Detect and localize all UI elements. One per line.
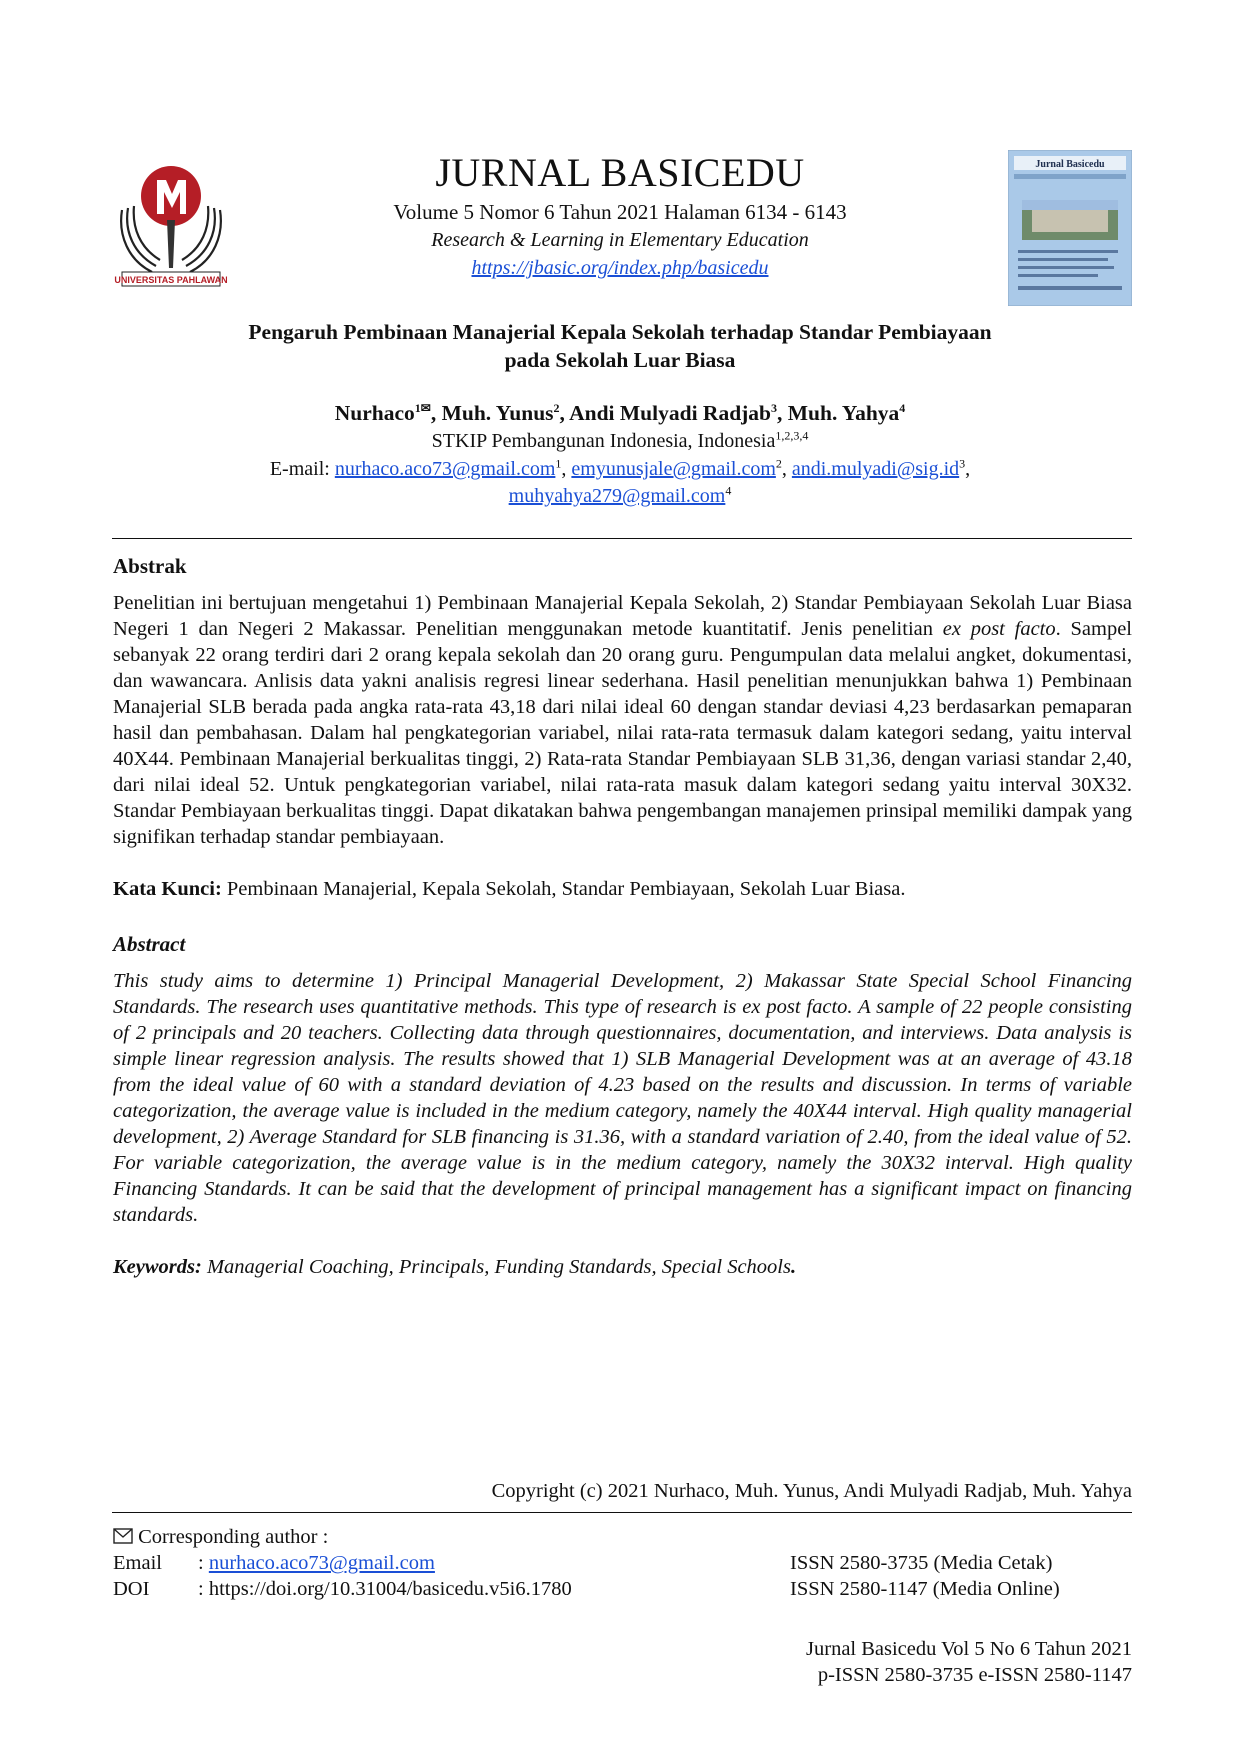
footer-doi-sep: :	[198, 1578, 209, 1600]
email-link[interactable]: emyunusjale@gmail.com	[571, 458, 776, 480]
author-sup: 2	[553, 400, 560, 415]
journal-title: JURNAL BASICEDU	[435, 150, 805, 195]
article-title	[150, 318, 1090, 374]
journal-tagline: Research & Learning in Elementary Education	[431, 229, 809, 251]
email-link[interactable]: muhyahya279@gmail.com	[508, 485, 726, 507]
running-footer-journal: Jurnal Basicedu Vol 5 No 6 Tahun 2021	[806, 1638, 1132, 1660]
keywords-list: Managerial Coaching, Principals, Funding Standards, Special Schools	[201, 1256, 791, 1278]
footer-doi-label: DOI	[113, 1578, 150, 1600]
abstrak-text-italic: ex post facto	[942, 618, 1056, 640]
volume-line: Volume 5 Nomor 6 Tahun 2021 Halaman 6134 - 6143	[393, 200, 847, 224]
author-name: Muh. Yahya	[787, 401, 900, 425]
footer-email-label: Email	[113, 1552, 162, 1574]
footer-email-link[interactable]: nurhaco.aco73@gmail.com	[208, 1552, 435, 1574]
copyright-line: Copyright (c) 2021 Nurhaco, Muh. Yunus, Andi Mulyadi Radjab, Muh. Yahya	[491, 1480, 1132, 1502]
logo-text: UNIVERSITAS PAHLAWAN	[114, 275, 228, 285]
abstrak-heading: Abstrak	[113, 554, 187, 578]
keywords	[113, 1254, 1132, 1280]
author-sup: 1✉	[414, 400, 431, 415]
journal-cover-thumbnail	[1008, 150, 1132, 306]
kata-kunci-label: Kata Kunci:	[113, 878, 222, 900]
footer-doi-value[interactable]: https://doi.org/10.31004/basicedu.v5i6.1780	[208, 1578, 572, 1600]
logo-torch	[167, 220, 175, 268]
email-link[interactable]: nurhaco.aco73@gmail.com	[334, 458, 556, 480]
corresponding-author	[113, 1524, 328, 1550]
footer-email	[198, 1550, 435, 1576]
email-sup: 1	[555, 456, 562, 471]
author-list: Nurhaco$^{1✉}$, Muh. Yunus$^2$, Andi Mulyadi Radjab$^3$, Muh. Yahya$^4$	[334, 400, 906, 425]
cover-title: Jurnal Basicedu	[1035, 159, 1105, 170]
masthead	[300, 150, 940, 282]
journal-url-link[interactable]: https://jbasic.org/index.php/basicedu	[471, 257, 769, 279]
abstract-heading: Abstract	[113, 932, 186, 956]
kata-kunci	[113, 876, 1132, 902]
footer-email-sep: :	[198, 1552, 209, 1574]
footer-doi	[198, 1576, 572, 1602]
abstract-text: This study aims to determine 1) Principal Managerial Development, 2) Makassar State Special School Financing Standards. The research uses quantitative methods. This type of research is ex post facto. A sample of 22 people consisting of 2 principals and 20 teachers. Collecting data through questionnaires, documentation, and interviews. Data analysis is simple linear regression analysis. The results showed that 1) SLB Managerial Development was at an average of 43.18 from the ideal value of 60 with a standard deviation of 4.23 based on the results and discussion. In terms of variable categorization, the average value is included in the medium category, namely the 40X44 interval. High quality managerial development, 2) Average Standard for SLB financing is 31.36, with a standard variation of 2.40, from the ideal value of 52. For variable categorization, the average value is in the medium category, namely the 30X32 interval. High quality Financing Standards. It can be said that the development of principal management has a significant impact on financing standards.	[113, 970, 1132, 1226]
corresponding-label: Corresponding author :	[138, 1526, 329, 1548]
email-label: E-mail:	[269, 458, 335, 480]
affiliation-text: STKIP Pembangunan Indonesia, Indonesia	[431, 430, 776, 452]
article-title-line-2: pada Sekolah Luar Biasa	[504, 348, 736, 372]
author-name: Andi Mulyadi Radjab	[569, 401, 772, 425]
envelope-icon	[113, 1528, 133, 1544]
author-name: Nurhaco	[334, 401, 415, 425]
affiliation	[110, 428, 1130, 454]
author-emails: E-mail: nurhaco.aco73@gmail.com$^1$, emyunusjale@gmail.com$^2$, $andi.mulyadi@sig.id^3$, muhyahya279@gmail.com$^4$	[269, 456, 971, 507]
university-logo	[112, 150, 230, 300]
email-sup: 3	[959, 456, 966, 471]
author-name: Muh. Yunus	[441, 401, 554, 425]
kata-kunci-list: Pembinaan Manajerial, Kepala Sekolah, Standar Pembiayaan, Sekolah Luar Biasa.	[221, 878, 906, 900]
running-footer-issn: p-ISSN 2580-3735 e-ISSN 2580-1147	[817, 1664, 1132, 1686]
keywords-label: Keywords:	[113, 1256, 202, 1278]
email-link[interactable]: andi.mulyadi@sig.id	[791, 458, 960, 480]
header-divider	[112, 538, 1132, 539]
author-sup: 3	[771, 400, 778, 415]
author-sup: 4	[899, 400, 906, 415]
abstrak-text	[113, 590, 1132, 850]
abstrak-text-part: . Sampel sebanyak 22 orang terdiri dari 2 orang kepala sekolah dan 20 orang guru. Pengumpulan data melalui angket, dokumentasi, dan wawancara. Anlisis data yakni analisis regresi linear sederhana. Hasil penelitian menunjukkan bahwa 1) Pembinaan Manajerial SLB berada pada angka rata-rata 43,18 dari nilai ideal 60 dengan standar deviasi 4,23 berdasarkan pemaparan hasil dan pembahasan. Dalam hal pengkategorian variabel, nilai rata-rata termasuk dalam kategori sedang, yaitu interval 40X44. Pembinaan Manajerial berkualitas tinggi, 2) Rata-rata Standar Pembiayaan SLB 31,36, dengan variasi standar 2,40, dari nilai ideal 52. Untuk pengkategorian variabel, nilai rata-rata masuk dalam kategori sedang yaitu interval 30X32. Standar Pembiayaan berkualitas tinggi. Dapat dikatakan bahwa pengembangan manajemen prinsipal memiliki dampak yang signifikan terhadap standar pembiayaan.	[113, 618, 1132, 848]
email-sup: 4	[725, 483, 732, 498]
footer-divider	[112, 1512, 1132, 1513]
keywords-end: .	[790, 1256, 797, 1278]
affiliation-sup: 1,2,3,4	[775, 428, 809, 443]
email-sup: 2	[775, 456, 782, 471]
abstrak-text-part: Penelitian ini bertujuan mengetahui 1) Pembinaan Manajerial Kepala Sekolah, 2) Standar Pembiayaan Sekolah Luar Biasa Negeri 1 dan Negeri 2 Makassar. Penelitian menggunakan metode kuantitatif. Jenis penelitian	[113, 592, 1132, 640]
issn-online: ISSN 2580-1147 (Media Online)	[790, 1578, 1060, 1600]
article-title-line-1: Pengaruh Pembinaan Manajerial Kepala Sekolah terhadap Standar Pembiayaan	[248, 320, 992, 344]
issn-print: ISSN 2580-3735 (Media Cetak)	[790, 1552, 1053, 1574]
